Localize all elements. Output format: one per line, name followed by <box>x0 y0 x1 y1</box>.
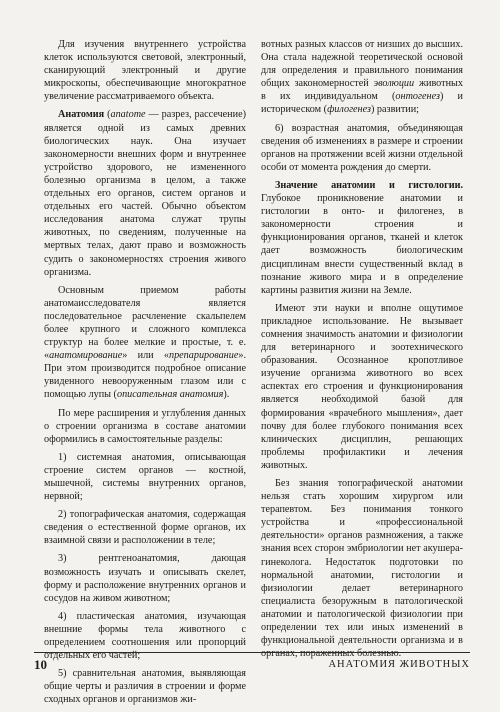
paragraph-surgeon: Без знания топографической анатомии нельзя стать хорошим хирургом или терапевтом. Без понимания тонкого устройства и «профессиональной деятельности» органов размножения, а также знания всех сторон эмбриологии нет акушера-гинеколога. Недостаток подготовки по нормальной анатомии, гистологии и физиологии делает ветеринарного специалиста безоружным в патологической анатомии и патологической физиологии при определении тех или иных изменений в функциональной деятельности организма и в органах, пораженных болезнью. <box>261 478 463 660</box>
text-fragment: Глубокое проникновение анатомии и гистологии в онто- и филогенез, в закономерности строения и функционирования органов, тканей и клеток дает возможность биологическим дисциплинам внести существенный вклад в познание живого мира и в определение картины развития жизни на Земле. <box>261 193 463 296</box>
term-phylogenesis: филогенез <box>327 104 371 116</box>
term-ontogenesis: онтогенез <box>395 91 440 103</box>
paragraph-microscopes: Для изучения внутреннего устройства клеток используются световой, электронный, сканирующий электронный и другие микроскопы, обеспечивающие многократное увеличение рассматриваемого объекта. <box>44 39 246 103</box>
text-fragment: ). <box>223 389 230 401</box>
term-descriptive-anatomy: описательная анатомия <box>116 389 224 401</box>
paragraph-applied-use: Имеют эти науки и вполне ощутимое прикладное использование. Не вызывает сомнения значимость анатомии и физиологии для ветеринарного и зоотехнического образования. Осознанное кропотливое изучение организма животного во всех аспектах его строения и функционирования является необходимой базой для формирования «врачебного мышления», дает почву для более глубокого понимания всех клинических дисциплин, решающих проблемы профилактики и лечения животных. <box>261 302 463 471</box>
text-fragment: Основным приемом работы анатомаисследователя является последовательное расчленение скальпелем более крупного и сложного комплекса структур на более мелкие и простые, т. е. « <box>44 284 246 362</box>
footer-rule <box>34 652 470 653</box>
text-fragment: ( <box>104 109 111 121</box>
list-item-plastic: 4) пластическая анатомия, изучающая внешние формы тела животного с определением соотношения или пропорций отдельных его частей; <box>44 610 246 662</box>
section-heading: Значение анатомии и гистологии. <box>275 179 463 191</box>
list-item-age-anatomy: 6) возрастная анатомия, объединяющая сведения об изменениях в размере и строении органов на протяжении всей жизни отдельной особи от момента рождения до смерти. <box>261 122 463 173</box>
list-item-x-ray: 3) рентгеноанатомия, дающая возможность изучать и описывать скелет, форму и расположение внутренних органов и сосудов на живом животном; <box>44 553 246 604</box>
left-text-column <box>44 38 246 707</box>
right-text-column <box>261 38 463 660</box>
paragraph-anatomy-definition <box>44 108 246 278</box>
running-title: АНАТОМИЯ ЖИВОТНЫХ <box>328 659 470 670</box>
paragraph-significance <box>261 179 463 297</box>
list-item-topographic: 2) топографическая анатомия, содержащая сведения о естественной форме органов, их взаимной связи и расположении в теле; <box>44 509 246 547</box>
text-fragment: ) и историческом ( <box>261 91 463 116</box>
text-fragment: — разрез, рассечение) является одной из самых древних биологических наук. Она изучает закономерности внешних форм и внутреннее устройство здорового, не измененного болезнью организма в целом, а также отдельных его органов, систем органов и отдельных его частей. Обычно объектом исследования анатома служат трупы животных, по сведениям, полученные на мертвых телах, дают право и возможность судить о закономерностях строения живого организма. <box>44 109 246 278</box>
text-fragment: » или « <box>122 350 169 362</box>
term-anatome: anatome <box>110 109 146 121</box>
term-evolution: эволюции <box>373 78 415 90</box>
text-fragment: ». При этом производится подробное описание увиденного невооруженным глазом или с помощью лупы ( <box>44 350 246 401</box>
list-item-comparative: 5) сравнительная анатомия, выявляющая общие черты и различия в строении и форме сходных органов и организмов жи- <box>44 668 246 706</box>
term-preparirovanie: препарирование <box>168 350 239 362</box>
text-fragment: ) развитии; <box>370 104 420 116</box>
text-fragment: вотных разных классов от низших до высших. Она стала надежной теоретической основой для определения и правильного понимания общих закономерностей <box>261 39 463 90</box>
paragraph-main-method <box>44 284 246 402</box>
list-item-systemic: 1) системная анатомия, описывающая строение систем органов — костной, мышечной, системы внутренних органов, нервной; <box>44 451 246 503</box>
text-fragment: животных в их индивидуальном ( <box>261 78 463 103</box>
paragraph-comparative-continued <box>261 38 463 117</box>
term-anatomirovanie: анатомирование <box>49 350 123 362</box>
term-anatomy: Анатомия <box>58 109 105 121</box>
paragraph-sections-intro: По мере расширения и углубления данных о строении организма в составе анатомии оформились в самостоятельные разделы: <box>44 407 246 445</box>
page-number: 10 <box>34 657 47 672</box>
